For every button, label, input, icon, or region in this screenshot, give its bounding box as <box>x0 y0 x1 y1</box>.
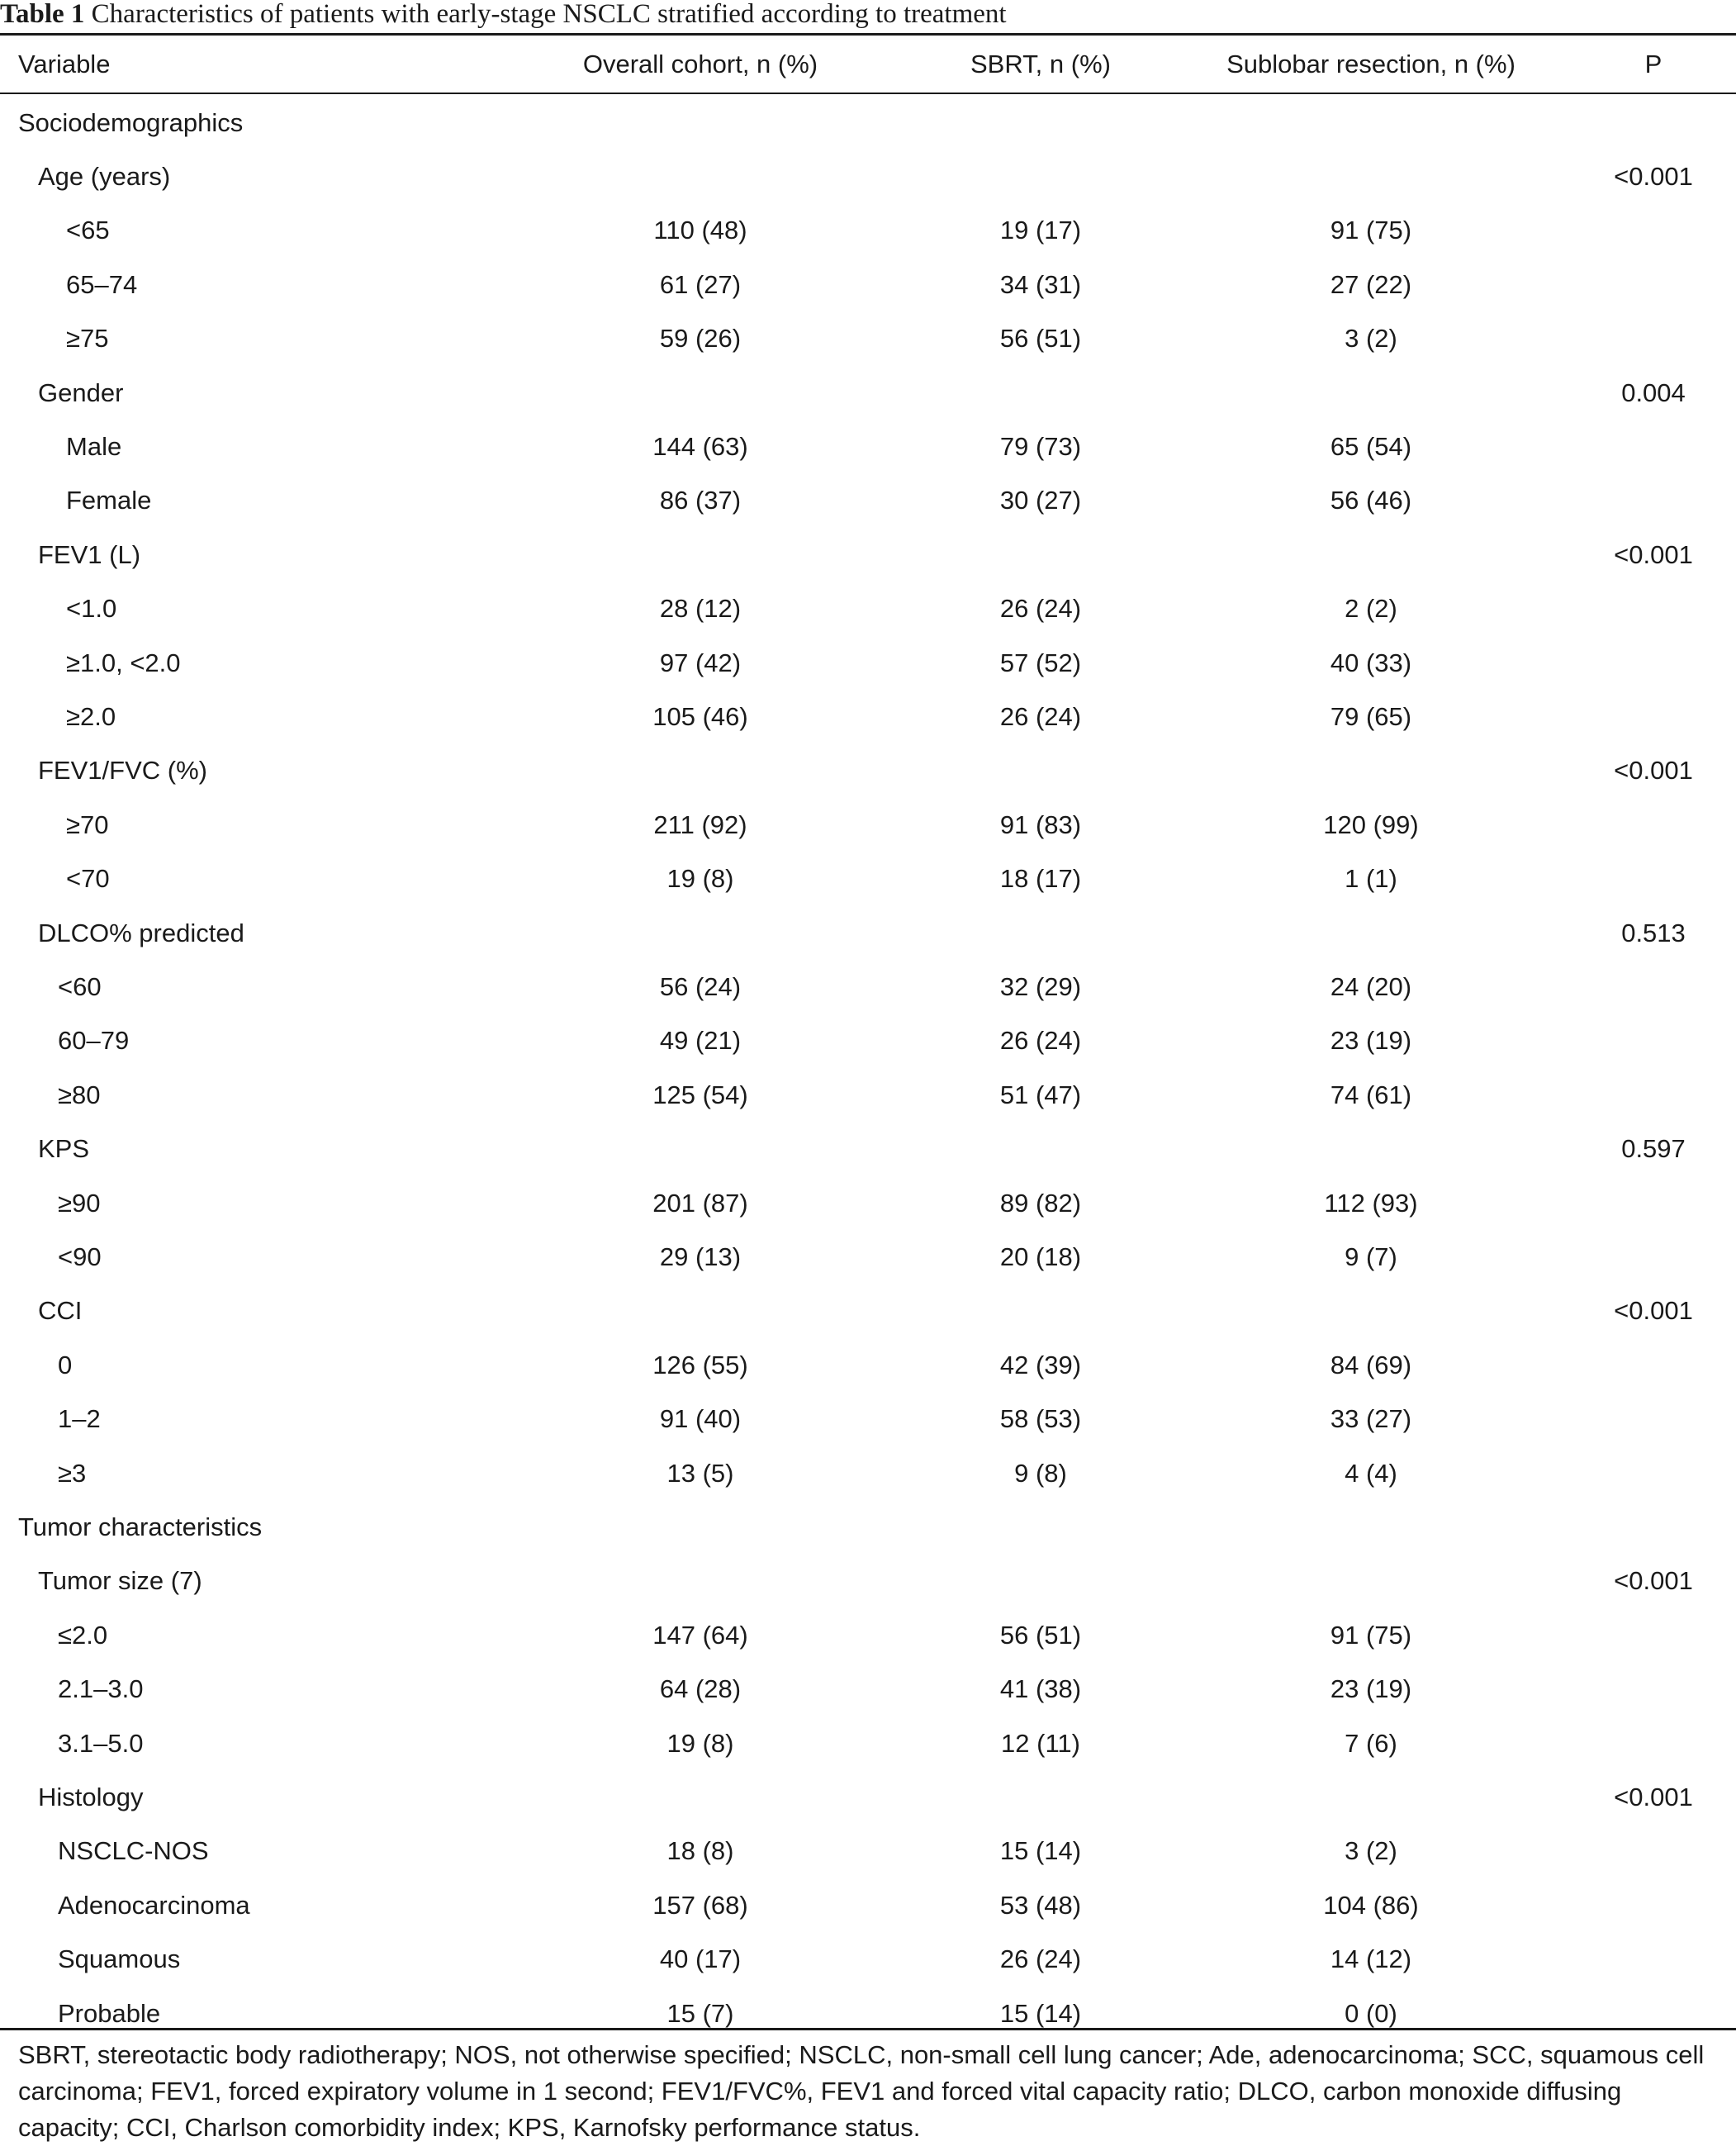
row-variable: <1.0 <box>66 594 117 624</box>
row-sbrt: 51 (47) <box>999 1080 1082 1109</box>
row-variable: <70 <box>66 864 110 894</box>
row-variable: Probable <box>58 1998 161 2028</box>
header-sbrt: SBRT, n (%) <box>970 50 1111 78</box>
row-sublobar: 91 (75) <box>1330 1620 1412 1650</box>
table-section-row <box>0 1500 1736 1554</box>
row-p-value <box>1569 798 1736 852</box>
row-sbrt <box>875 96 1206 150</box>
row-overall: 19 (8) <box>666 1728 734 1758</box>
row-overall <box>535 96 866 150</box>
row-variable: 65–74 <box>66 269 138 299</box>
row-overall: 97 (42) <box>659 648 742 677</box>
row-sublobar: 120 (99) <box>1323 809 1419 839</box>
row-sublobar: 2 (2) <box>1345 594 1397 624</box>
row-sublobar <box>1206 1500 1536 1554</box>
table-row <box>0 1716 1736 1770</box>
row-sublobar: 112 (93) <box>1324 1188 1418 1218</box>
table-section-row <box>0 96 1736 150</box>
row-sublobar: 79 (65) <box>1330 701 1412 731</box>
header-overall: Overall cohort, n (%) <box>582 50 818 78</box>
row-sublobar: 40 (33) <box>1330 648 1412 677</box>
row-p-value <box>1569 1338 1736 1392</box>
row-p-value: 0.513 <box>1621 918 1686 947</box>
table-section-row <box>0 1123 1736 1176</box>
table-header-rule <box>0 93 1736 94</box>
row-variable: ≥70 <box>66 809 109 839</box>
row-variable: ≥80 <box>58 1080 101 1109</box>
row-sbrt: 15 (14) <box>999 1998 1082 2028</box>
row-variable: Male <box>66 431 122 461</box>
row-sublobar: 3 (2) <box>1345 324 1397 354</box>
table-row <box>0 1987 1736 2040</box>
table-row <box>0 1068 1736 1122</box>
row-overall: 144 (63) <box>652 431 748 461</box>
row-sublobar <box>1206 744 1536 798</box>
row-variable: Histology <box>38 1782 144 1811</box>
row-sbrt: 91 (83) <box>999 809 1082 839</box>
row-variable: <65 <box>66 216 110 245</box>
row-overall <box>535 150 866 203</box>
row-variable: Female <box>66 486 152 515</box>
row-variable: ≥75 <box>66 324 109 354</box>
row-p-value <box>1569 1068 1736 1122</box>
table-row <box>0 1014 1736 1068</box>
row-variable: 1–2 <box>58 1404 101 1434</box>
table-caption <box>0 0 1736 33</box>
row-variable: <90 <box>58 1242 102 1271</box>
row-sbrt <box>875 150 1206 203</box>
row-variable: Squamous <box>58 1944 181 1974</box>
row-overall: 110 (48) <box>653 216 747 245</box>
row-overall <box>535 744 866 798</box>
row-sbrt: 19 (17) <box>999 216 1082 245</box>
table-top-rule <box>0 33 1736 36</box>
table-row <box>0 1446 1736 1500</box>
row-p-value <box>1569 1987 1736 2040</box>
table-row <box>0 1393 1736 1446</box>
table-row <box>0 798 1736 852</box>
row-p-value <box>1569 258 1736 311</box>
row-p-value <box>1569 960 1736 1014</box>
row-sublobar: 74 (61) <box>1330 1080 1412 1109</box>
table-row <box>0 852 1736 906</box>
table-row <box>0 1230 1736 1284</box>
row-sublobar: 33 (27) <box>1330 1404 1412 1434</box>
row-variable: 0 <box>58 1350 73 1379</box>
row-overall: 18 (8) <box>666 1836 734 1866</box>
table-caption-label: Table 1 <box>0 0 85 29</box>
row-sbrt <box>875 1770 1206 1824</box>
row-p-value <box>1569 1825 1736 1878</box>
row-p-value <box>1569 1014 1736 1068</box>
row-overall <box>535 1284 866 1338</box>
row-sbrt: 12 (11) <box>1001 1728 1080 1758</box>
row-overall: 15 (7) <box>666 1998 734 2028</box>
table-row <box>0 636 1736 690</box>
table-section-row <box>0 1284 1736 1338</box>
row-sublobar <box>1206 1770 1536 1824</box>
row-p-value <box>1569 690 1736 743</box>
row-sbrt: 26 (24) <box>999 1026 1082 1056</box>
row-overall: 157 (68) <box>652 1890 748 1920</box>
table-section-row <box>0 366 1736 420</box>
row-sublobar: 24 (20) <box>1330 971 1412 1001</box>
table-row <box>0 420 1736 473</box>
table-section-row <box>0 528 1736 582</box>
row-p-value: <0.001 <box>1614 756 1693 786</box>
row-sbrt <box>875 528 1206 582</box>
row-p-value <box>1569 852 1736 906</box>
row-overall: 28 (12) <box>659 594 742 624</box>
row-variable: ≥1.0, <2.0 <box>66 648 181 677</box>
row-variable: 60–79 <box>58 1026 130 1056</box>
table-row <box>0 1663 1736 1716</box>
row-variable: 2.1–3.0 <box>58 1674 144 1704</box>
row-p-value: <0.001 <box>1614 161 1693 191</box>
row-sbrt: 15 (14) <box>999 1836 1082 1866</box>
row-sbrt: 89 (82) <box>999 1188 1082 1218</box>
row-variable: <60 <box>58 971 102 1001</box>
row-sublobar <box>1206 1284 1536 1338</box>
row-variable: Adenocarcinoma <box>58 1890 250 1920</box>
row-variable: Age (years) <box>38 161 171 191</box>
row-sbrt: 26 (24) <box>999 1944 1082 1974</box>
row-overall: 211 (92) <box>653 809 747 839</box>
table-section-row <box>0 1555 1736 1608</box>
row-sublobar: 104 (86) <box>1323 1890 1419 1920</box>
row-overall: 61 (27) <box>659 269 742 299</box>
row-sbrt <box>875 906 1206 960</box>
row-variable: ≥3 <box>58 1458 87 1488</box>
row-sbrt: 30 (27) <box>999 486 1082 515</box>
table-row <box>0 1608 1736 1662</box>
row-p-value <box>1569 1716 1736 1770</box>
table-row <box>0 582 1736 636</box>
row-sublobar: 7 (6) <box>1345 1728 1397 1758</box>
table-row <box>0 474 1736 528</box>
table-section-row <box>0 1770 1736 1824</box>
row-p-value <box>1569 1933 1736 1987</box>
row-sublobar: 56 (46) <box>1330 486 1412 515</box>
row-sublobar <box>1206 366 1536 420</box>
row-p-value: <0.001 <box>1614 1782 1693 1811</box>
row-sbrt: 20 (18) <box>999 1242 1082 1271</box>
row-sbrt <box>875 1123 1206 1176</box>
row-variable: ≥2.0 <box>66 701 116 731</box>
row-sublobar <box>1206 150 1536 203</box>
table-row <box>0 1933 1736 1987</box>
row-sublobar: 4 (4) <box>1345 1458 1397 1488</box>
row-overall <box>535 1123 866 1176</box>
row-p-value <box>1569 1878 1736 1932</box>
table-row <box>0 258 1736 311</box>
row-overall: 64 (28) <box>659 1674 742 1704</box>
row-overall: 105 (46) <box>652 701 748 731</box>
row-p-value <box>1569 204 1736 258</box>
row-overall: 147 (64) <box>652 1620 748 1650</box>
row-overall: 86 (37) <box>659 486 742 515</box>
row-overall: 91 (40) <box>659 1404 742 1434</box>
table-section-row <box>0 744 1736 798</box>
row-sublobar: 14 (12) <box>1330 1944 1412 1974</box>
row-sublobar: 91 (75) <box>1330 216 1412 245</box>
row-p-value <box>1569 96 1736 150</box>
row-variable: NSCLC-NOS <box>58 1836 209 1866</box>
row-sbrt: 56 (51) <box>999 324 1082 354</box>
table-row <box>0 1878 1736 1932</box>
row-p-value <box>1569 1393 1736 1446</box>
header-variable: Variable <box>18 50 111 78</box>
row-variable: CCI <box>38 1296 83 1326</box>
row-sublobar: 23 (19) <box>1330 1674 1412 1704</box>
row-sbrt: 18 (17) <box>999 864 1082 894</box>
row-p-value <box>1569 312 1736 366</box>
row-overall <box>535 528 866 582</box>
table-row <box>0 312 1736 366</box>
row-variable: ≥90 <box>58 1188 101 1218</box>
row-sbrt <box>875 366 1206 420</box>
row-p-value <box>1569 1608 1736 1662</box>
row-p-value: 0.004 <box>1621 377 1686 407</box>
row-variable: KPS <box>38 1134 90 1164</box>
row-sbrt: 58 (53) <box>999 1404 1082 1434</box>
row-overall: 29 (13) <box>659 1242 742 1271</box>
row-sbrt: 57 (52) <box>999 648 1082 677</box>
row-overall: 49 (21) <box>659 1026 742 1056</box>
table-row <box>0 1338 1736 1392</box>
row-p-value <box>1569 420 1736 473</box>
row-p-value <box>1569 636 1736 690</box>
table-row <box>0 204 1736 258</box>
row-sbrt <box>875 1500 1206 1554</box>
row-variable: Sociodemographics <box>18 107 244 137</box>
row-sublobar: 9 (7) <box>1345 1242 1397 1271</box>
row-overall: 125 (54) <box>652 1080 748 1109</box>
row-p-value <box>1569 1446 1736 1500</box>
row-sbrt: 32 (29) <box>999 971 1082 1001</box>
row-sbrt: 41 (38) <box>999 1674 1082 1704</box>
row-variable: Tumor characteristics <box>18 1512 263 1541</box>
table-header-row <box>0 36 1736 93</box>
row-sublobar <box>1206 906 1536 960</box>
row-sbrt: 26 (24) <box>999 701 1082 731</box>
row-p-value <box>1569 1500 1736 1554</box>
row-overall <box>535 1500 866 1554</box>
row-sbrt <box>875 744 1206 798</box>
row-p-value: 0.597 <box>1621 1134 1686 1164</box>
row-sublobar <box>1206 1555 1536 1608</box>
row-overall: 201 (87) <box>652 1188 748 1218</box>
row-variable: 3.1–5.0 <box>58 1728 144 1758</box>
row-overall: 13 (5) <box>666 1458 734 1488</box>
row-p-value: <0.001 <box>1614 539 1693 569</box>
row-sublobar <box>1206 96 1536 150</box>
row-variable: ≤2.0 <box>58 1620 108 1650</box>
row-p-value <box>1569 1663 1736 1716</box>
row-sublobar: 1 (1) <box>1345 864 1397 894</box>
row-overall: 40 (17) <box>659 1944 742 1974</box>
table-section-row <box>0 150 1736 203</box>
row-sbrt: 53 (48) <box>999 1890 1082 1920</box>
row-variable: DLCO% predicted <box>38 918 244 947</box>
row-sbrt: 79 (73) <box>999 431 1082 461</box>
table-footnote: SBRT, stereotactic body radiotherapy; NOS, not otherwise specified; NSCLC, non-small cell lung cancer; Ade, adenocarcinoma; SCC, squamous cell carcinoma; FEV1, forced expiratory volume in 1 second; FEV1/FVC%, FEV1 and forced vital capacity ratio; DLCO, carbon monoxide diffusing capacity; CCI, Charlson comorbidity index; KPS, Karnofsky performance status. <box>18 2040 1705 2142</box>
row-overall <box>535 1770 866 1824</box>
row-sublobar <box>1206 1123 1536 1176</box>
table-bottom-rule <box>0 2028 1736 2030</box>
row-variable: Gender <box>38 377 124 407</box>
row-sbrt: 26 (24) <box>999 594 1082 624</box>
row-sbrt: 56 (51) <box>999 1620 1082 1650</box>
header-p: P <box>1644 50 1662 78</box>
row-sublobar: 0 (0) <box>1345 1998 1397 2028</box>
row-sublobar: 65 (54) <box>1330 431 1412 461</box>
row-overall: 56 (24) <box>659 971 742 1001</box>
row-p-value <box>1569 582 1736 636</box>
row-sublobar: 3 (2) <box>1345 1836 1397 1866</box>
table-row <box>0 1825 1736 1878</box>
row-p-value: <0.001 <box>1614 1566 1693 1596</box>
row-sbrt: 42 (39) <box>999 1350 1082 1379</box>
row-sublobar: 84 (69) <box>1330 1350 1412 1379</box>
row-overall: 19 (8) <box>666 864 734 894</box>
row-overall: 59 (26) <box>659 324 742 354</box>
table-row <box>0 690 1736 743</box>
row-p-value <box>1569 1176 1736 1230</box>
table-caption-text: Characteristics of patients with early-stage NSCLC stratified according to treatment <box>84 0 1007 29</box>
row-sbrt <box>875 1284 1206 1338</box>
row-p-value: <0.001 <box>1614 1296 1693 1326</box>
row-sbrt: 9 (8) <box>1014 1458 1067 1488</box>
row-overall <box>535 1555 866 1608</box>
row-sbrt <box>875 1555 1206 1608</box>
row-p-value <box>1569 474 1736 528</box>
row-overall <box>535 366 866 420</box>
row-sublobar <box>1206 528 1536 582</box>
table-section-row <box>0 906 1736 960</box>
row-sublobar: 27 (22) <box>1330 269 1412 299</box>
table-row <box>0 960 1736 1014</box>
row-overall <box>535 906 866 960</box>
row-variable: FEV1 (L) <box>38 539 141 569</box>
row-variable: Tumor size (7) <box>38 1566 202 1596</box>
row-p-value <box>1569 1230 1736 1284</box>
row-sublobar: 23 (19) <box>1330 1026 1412 1056</box>
row-variable: FEV1/FVC (%) <box>38 756 207 786</box>
row-sbrt: 34 (31) <box>999 269 1082 299</box>
table-row <box>0 1176 1736 1230</box>
row-overall: 126 (55) <box>652 1350 748 1379</box>
header-sublobar: Sublobar resection, n (%) <box>1226 50 1515 78</box>
